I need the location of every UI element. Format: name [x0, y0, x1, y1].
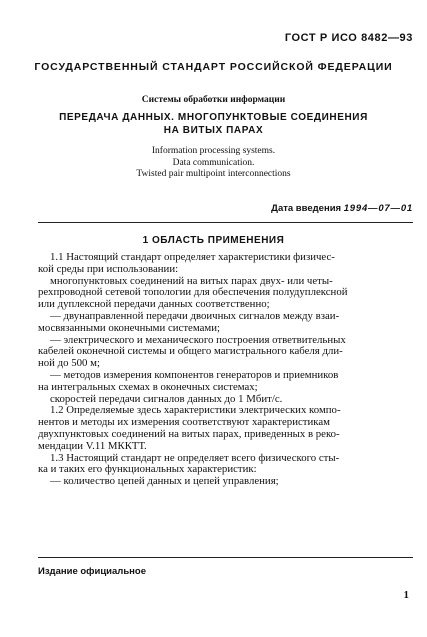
body-line: 1.1 Настоящий стандарт определяет характеристики физичес- [50, 252, 335, 263]
official-edition-note: Издание официальное [38, 566, 146, 577]
system-subtitle: Системы обработки информации [141, 95, 286, 105]
body-line: ной до 500 м; [38, 358, 100, 370]
body-line: — электрического и механического построения ответвительных [50, 334, 346, 346]
effective-date-value: 1994—07—01 [343, 203, 413, 214]
body-line: мендации V.11 МККТТ. [38, 440, 147, 452]
section-heading: 1 ОБЛАСТЬ ПРИМЕНЕНИЯ [142, 235, 285, 246]
document-number: ГОСТ Р ИСО 8482—93 [284, 32, 413, 44]
standard-title: ГОСУДАРСТВЕННЫЙ СТАНДАРТ РОССИЙСКОЙ ФЕДЕРАЦИИ [34, 61, 393, 73]
body-line: нентов и методы их измерения соответствуют характеристикам [38, 417, 330, 429]
effective-date-label: Дата введения [271, 203, 342, 214]
body-line: скоростей передачи сигналов данных до 1 Мбит/с. [50, 393, 283, 405]
body-line: 1.3 Настоящий стандарт не определяет всего физического сты- [50, 452, 340, 464]
body-line: — методов измерения компонентов генераторов и приемников [50, 369, 339, 381]
english-title [0, 146, 427, 181]
page-number: 1 [403, 589, 409, 601]
body-line: двухпунктовых соединений на витых парах, приведенных в реко- [38, 428, 340, 440]
english-title-line: Information processing systems. [151, 146, 276, 156]
bottom-divider [38, 557, 413, 558]
body-line: многопунктовых соединений на витых парах двух- или четы- [50, 275, 333, 287]
english-title-line: Data communication. [172, 157, 255, 168]
body-line: ка и таких его функциональных характеристик: [38, 464, 257, 476]
body-line: или дуплексной передачи данных соответственно; [38, 299, 270, 311]
body-line: рехпроводной сетевой топологии для обеспечения полудуплексной [38, 287, 348, 299]
russian-title-line: ПЕРЕДАЧА ДАННЫХ. МНОГОПУНКТОВЫЕ СОЕДИНЕНИЯ [59, 112, 368, 123]
effective-date [271, 203, 413, 214]
body-line: кабелей оконечной системы и общего магистрального кабеля дли- [38, 346, 343, 358]
body-line: — двунаправленной передачи двоичных сигналов между взаи- [50, 310, 340, 322]
body-line: 1.2 Определяемые здесь характеристики электрических компо- [50, 405, 341, 417]
russian-title-line: НА ВИТЫХ ПАРАХ [163, 125, 264, 136]
english-title-line: Twisted pair multipoint interconnections [136, 169, 291, 179]
body-line: мосвязанными оконечными системами; [38, 322, 220, 334]
top-divider [38, 222, 413, 223]
body-line: кой среды при использовании: [38, 263, 179, 275]
russian-title [0, 111, 427, 137]
section-body [38, 252, 412, 488]
body-line: — количество цепей данных и цепей управления; [50, 476, 279, 488]
body-line: на интегральных схемах в оконечных системах; [38, 381, 258, 393]
